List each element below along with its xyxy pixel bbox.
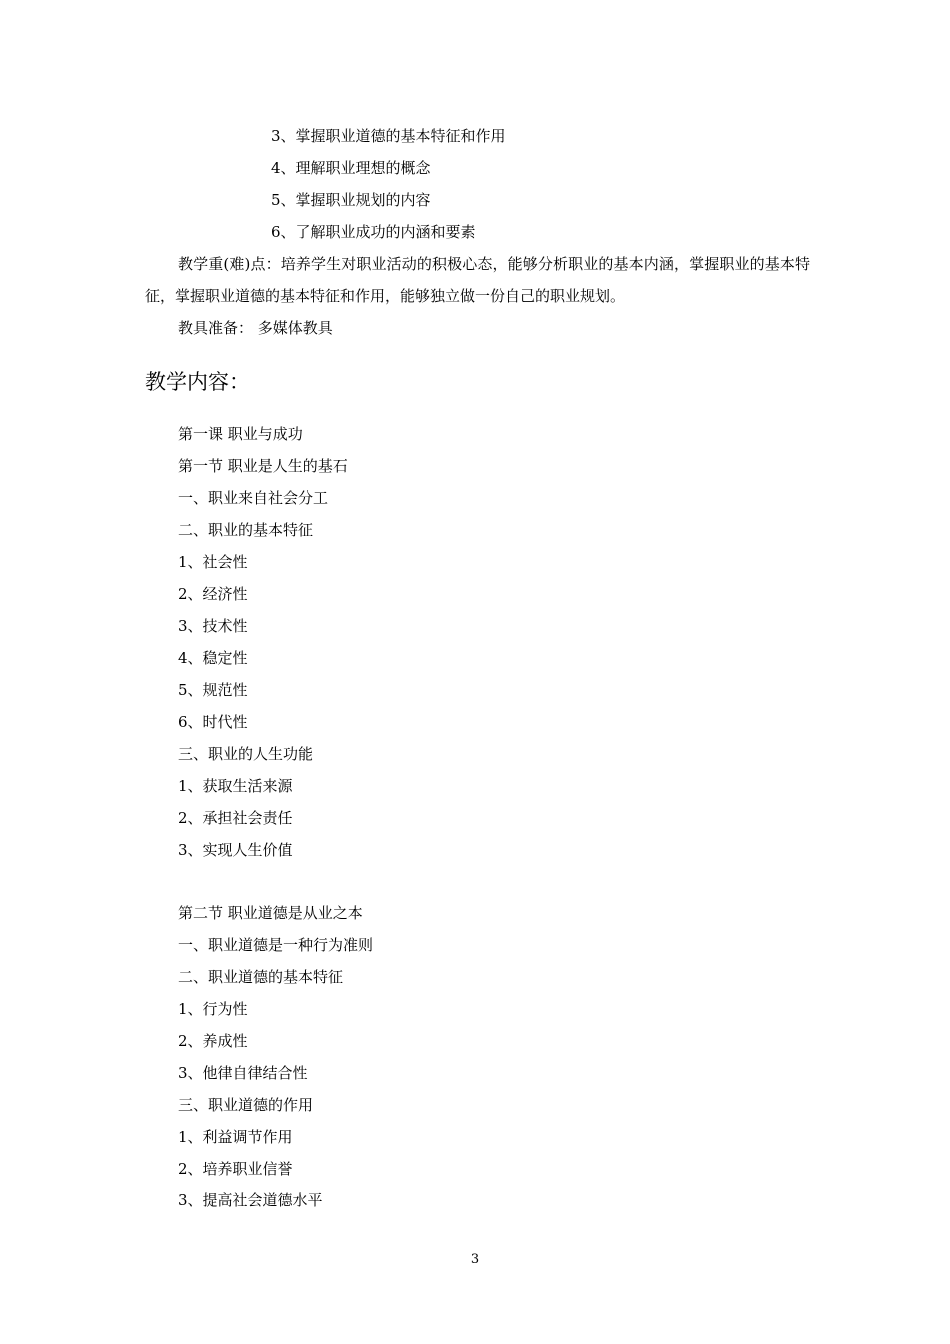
objective-item: 4、理解职业理想的概念 bbox=[271, 159, 431, 177]
list-item: 三、职业的人生功能 bbox=[178, 745, 314, 763]
tools-line: 教具准备： 多媒体教具 bbox=[178, 319, 333, 337]
list-item: 二、职业的基本特征 bbox=[178, 521, 314, 539]
list-item: 4、稳定性 bbox=[178, 649, 248, 667]
list-item: 5、规范性 bbox=[178, 681, 248, 699]
list-item: 1、获取生活来源 bbox=[178, 777, 293, 795]
content-heading: 教学内容： bbox=[145, 370, 250, 394]
list-item: 1、利益调节作用 bbox=[178, 1128, 293, 1146]
section-title: 第二节 职业道德是从业之本 bbox=[178, 904, 363, 922]
page-number: 3 bbox=[470, 1252, 480, 1267]
list-item: 3、他律自律结合性 bbox=[178, 1064, 308, 1082]
list-item: 1、社会性 bbox=[178, 553, 248, 571]
list-item: 2、养成性 bbox=[178, 1032, 248, 1050]
list-item: 1、行为性 bbox=[178, 1000, 248, 1018]
list-item: 3、实现人生价值 bbox=[178, 841, 293, 859]
list-item: 6、时代性 bbox=[178, 713, 248, 731]
objective-item: 5、掌握职业规划的内容 bbox=[271, 191, 431, 209]
list-item: 2、承担社会责任 bbox=[178, 809, 293, 827]
list-item: 一、职业来自社会分工 bbox=[178, 489, 329, 507]
list-item: 三、职业道德的作用 bbox=[178, 1096, 314, 1114]
section-title: 第一节 职业是人生的基石 bbox=[178, 457, 348, 475]
key-points-paragraph: 教学重(难)点：培养学生对职业活动的积极心态，能够分析职业的基本内涵，掌握职业的基本特征，掌握职业道德的基本特征和作用，能够独立做一份自己的职业规划。 bbox=[145, 255, 810, 305]
list-item: 3、技术性 bbox=[178, 617, 248, 635]
list-item: 3、提高社会道德水平 bbox=[178, 1191, 323, 1209]
lesson-title: 第一课 职业与成功 bbox=[178, 425, 303, 443]
list-item: 二、职业道德的基本特征 bbox=[178, 968, 344, 986]
list-item: 2、培养职业信誉 bbox=[178, 1160, 293, 1178]
list-item: 2、经济性 bbox=[178, 585, 248, 603]
objective-item: 3、掌握职业道德的基本特征和作用 bbox=[271, 127, 506, 145]
list-item: 一、职业道德是一种行为准则 bbox=[178, 936, 374, 954]
objective-item: 6、了解职业成功的内涵和要素 bbox=[271, 223, 476, 241]
